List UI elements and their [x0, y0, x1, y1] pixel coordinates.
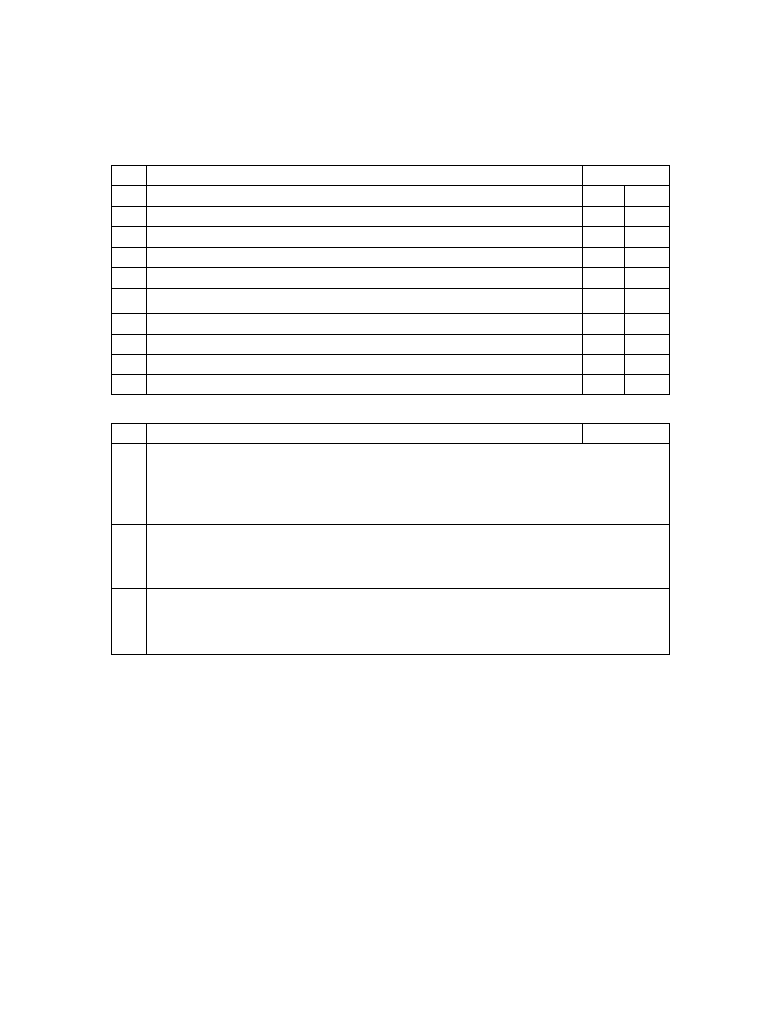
question-text — [152, 527, 664, 548]
answer-tidak[interactable] — [625, 186, 670, 207]
row-question — [147, 589, 670, 655]
table-row — [112, 589, 670, 655]
row-number — [112, 248, 147, 268]
row-number — [112, 227, 147, 248]
row-question — [147, 314, 583, 335]
answer-ya[interactable] — [583, 314, 625, 335]
header-no — [112, 166, 147, 186]
row-number — [112, 524, 147, 589]
row-number — [112, 314, 147, 335]
answer-line-1-month[interactable] — [152, 462, 664, 483]
header-question — [147, 424, 583, 444]
answer-tidak[interactable] — [625, 207, 670, 227]
table-row — [112, 227, 670, 248]
answer-ya[interactable] — [583, 268, 625, 289]
table-row — [112, 268, 670, 289]
answer-ya[interactable] — [583, 227, 625, 248]
answer-line[interactable] — [152, 568, 664, 589]
question-text — [152, 591, 664, 612]
row-number — [112, 268, 147, 289]
answer-line[interactable] — [152, 547, 664, 568]
table-header-row — [112, 424, 670, 444]
row-question — [147, 186, 583, 207]
row-number — [112, 207, 147, 227]
phbs-table — [111, 165, 670, 395]
row-number — [112, 444, 147, 525]
row-number — [112, 335, 147, 355]
table-header-row — [112, 166, 670, 186]
row-question — [147, 375, 583, 395]
row-question — [147, 248, 583, 268]
table-row — [112, 375, 670, 395]
row-question — [147, 524, 670, 589]
row-question — [147, 207, 583, 227]
header-answer — [583, 424, 670, 444]
answer-tidak[interactable] — [625, 335, 670, 355]
row-question — [147, 335, 583, 355]
row-number — [112, 375, 147, 395]
answer-tidak[interactable] — [625, 289, 670, 314]
table-row — [112, 524, 670, 589]
table-row — [112, 248, 670, 268]
answer-ya[interactable] — [583, 248, 625, 268]
row-question — [147, 268, 583, 289]
table-row — [112, 289, 670, 314]
answer-tidak[interactable] — [625, 227, 670, 248]
answer-line-6-month[interactable] — [152, 503, 664, 524]
answer-tidak[interactable] — [625, 314, 670, 335]
header-answer — [583, 166, 670, 186]
penyakit-table — [111, 423, 670, 655]
answer-ya[interactable] — [583, 375, 625, 395]
table-row — [112, 314, 670, 335]
answer-tidak[interactable] — [625, 355, 670, 375]
row-number — [112, 186, 147, 207]
answer-ya[interactable] — [583, 186, 625, 207]
answer-ya[interactable] — [583, 289, 625, 314]
row-question — [147, 444, 670, 525]
row-number — [112, 589, 147, 655]
answer-line[interactable] — [152, 632, 664, 653]
answer-ya[interactable] — [583, 355, 625, 375]
answer-line-3-month[interactable] — [152, 483, 664, 504]
answer-tidak[interactable] — [625, 375, 670, 395]
row-number — [112, 289, 147, 314]
answer-tidak[interactable] — [625, 248, 670, 268]
question-text — [152, 446, 664, 462]
header-question — [147, 166, 583, 186]
row-question — [147, 227, 583, 248]
answer-line[interactable] — [152, 612, 664, 633]
table-row — [112, 444, 670, 525]
answer-ya[interactable] — [583, 335, 625, 355]
row-question — [147, 355, 583, 375]
table-row — [112, 335, 670, 355]
table-row — [112, 355, 670, 375]
table-row — [112, 207, 670, 227]
header-no — [112, 424, 147, 444]
row-number — [112, 355, 147, 375]
table-row — [112, 186, 670, 207]
answer-tidak[interactable] — [625, 268, 670, 289]
row-question — [147, 289, 583, 314]
answer-ya[interactable] — [583, 207, 625, 227]
